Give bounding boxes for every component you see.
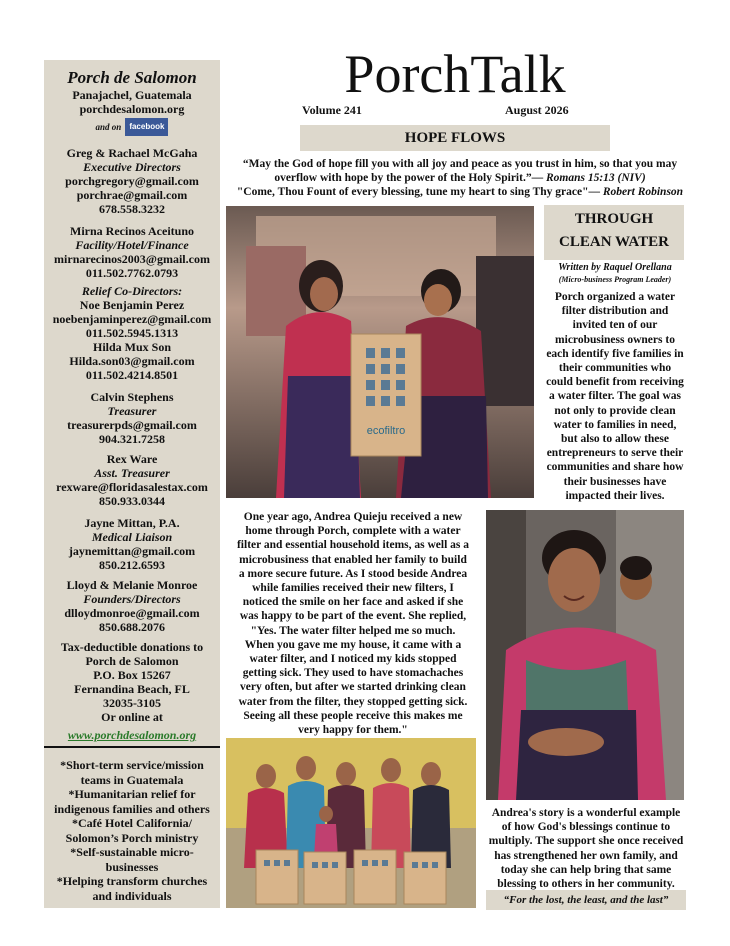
text-line: microbusiness owners to (555, 333, 675, 346)
motto-banner: “For the lost, the least, and the last” (486, 890, 686, 910)
text-line: filter and essential household items, as well as a (236, 539, 470, 552)
contact-role: Executive Directors (83, 160, 181, 174)
contact-email: dlloydmonroe@gmail.com (64, 606, 200, 620)
verse-reference: Romans 15:13 (NIV) (545, 172, 646, 184)
photo-group-filters (226, 738, 476, 908)
verse-line: overflow with hope by the power of the Holy Spirit.”— (274, 172, 546, 184)
text-line: invited ten of our (572, 319, 658, 332)
text-line: getting sick. They used to have stomachaches (242, 667, 464, 680)
contact-email: porchgregory@gmail.com (65, 174, 199, 188)
donation-line: Fernandina Beach, FL (74, 682, 190, 696)
text-line: microbusiness that enabled her family to build (239, 553, 467, 566)
contact-stephens (44, 390, 220, 446)
contact-name: Mirna Recinos Aceituno (70, 224, 194, 238)
contact-phone: 011.502.4214.8501 (85, 368, 179, 382)
text-line: not only to provide clean (554, 404, 676, 417)
photo-andrea-portrait (486, 510, 684, 800)
contact-name: Rex Ware (106, 452, 158, 466)
photo-filter-handover-image (226, 206, 534, 498)
ministry-item: *Café Hotel California/ (72, 816, 192, 830)
and-on-label: and on (95, 121, 122, 132)
ministry-item: indigenous families and others (54, 801, 210, 816)
sidebar (44, 60, 220, 908)
scripture-quotes (222, 157, 698, 199)
contact-email: mirnarecinos2003@gmail.com (54, 252, 210, 266)
org-location: Panajachel, Guatemala (72, 88, 192, 102)
photo-andrea-portrait-image (486, 510, 684, 800)
org-website: porchdesalomon.org (79, 102, 185, 116)
donation-line: 32035-3105 (103, 696, 161, 710)
contact-mittan (44, 516, 220, 572)
text-line: entrepreneurs to serve their (546, 447, 684, 460)
contact-phone: 850.212.6593 (99, 558, 165, 572)
text-line: filter distribution and (561, 305, 669, 318)
text-line: blessing to others in her community. (497, 878, 675, 891)
text-line: a more secure future. As I stood beside Andrea (238, 567, 468, 580)
text-line: "Yes. The water filter helped me so much. (250, 624, 456, 637)
volume-number: Volume 241 (302, 103, 362, 117)
sidebar-divider (44, 746, 220, 748)
org-header (44, 68, 220, 136)
contact-name: Jayne Mittan, P.A. (84, 516, 180, 530)
contact-role: Treasurer (107, 404, 157, 418)
issue-date: August 2026 (505, 103, 569, 117)
ministry-item: *Helping transform churches (56, 874, 208, 888)
article-closing (484, 806, 688, 891)
contact-ware (44, 452, 220, 508)
text-line: very happy for them." (298, 724, 408, 737)
newsletter-title: PorchTalk (344, 44, 566, 104)
text-line: a water filter. The goal was (548, 390, 682, 403)
contact-role: Asst. Treasurer (94, 466, 170, 480)
donation-line: P.O. Box 15267 (93, 668, 171, 682)
text-line: today she can help bring that same (500, 863, 672, 876)
text-line: water from the filter, they stopped getting sick. (238, 695, 468, 708)
text-line: Porch organized a water (554, 291, 676, 303)
contact-name: Noe Benjamin Perez (79, 298, 185, 312)
ministry-item: *Humanitarian relief for (68, 787, 196, 801)
contact-phone: 904.321.7258 (99, 432, 165, 446)
text-line: water filter, and I noticed my kids stopped (249, 653, 457, 666)
contact-role: Founders/Directors (83, 592, 181, 606)
contact-phone: 011.502.7762.0793 (85, 266, 179, 280)
text-line: impacted their lives. (565, 489, 665, 502)
contact-name: Calvin Stephens (90, 390, 174, 404)
text-line: their communities who (558, 362, 672, 375)
text-line: communities and share how (546, 461, 684, 474)
verse-line: “May the God of hope fill you with all joy and peace as you trust in him, so that you may (242, 158, 678, 170)
article-intro (538, 290, 692, 503)
headline-line: THROUGH (574, 211, 654, 227)
byline-author: Written by Raquel Orellana (558, 262, 672, 273)
contact-email: porchrae@gmail.com (76, 188, 188, 202)
text-line: home through Porch, complete with a water (245, 525, 461, 538)
contact-heading: Relief Co-Directors: (81, 284, 183, 298)
text-line: their businesses have (563, 475, 667, 488)
contact-role: Facility/Hotel/Finance (75, 238, 189, 252)
text-line: When you gave me my house, it came with a (244, 638, 462, 651)
photo-filter-handover (226, 206, 534, 498)
text-line: One year ago, Andrea Quieju received a new (243, 511, 463, 523)
byline-role: (Micro-business Program Leader) (558, 275, 672, 284)
org-name: Porch de Salomon (67, 68, 197, 87)
hymn-author: Robert Robinson (602, 186, 684, 198)
contact-phone: 850.933.0344 (99, 494, 165, 508)
contact-name: Greg & Rachael McGaha (66, 146, 198, 160)
text-line: each identify five families in (546, 347, 684, 360)
text-line: very often, but after we started drinking clean (240, 681, 466, 694)
text-line: of how God's blessings continue to (501, 821, 671, 834)
photo-group-filters-image (226, 738, 476, 908)
contact-name: Lloyd & Melanie Monroe (66, 578, 198, 592)
text-line: has strengthened her own family, and (494, 849, 678, 862)
donation-line: Or online at (101, 710, 163, 724)
contact-mcgaha (44, 146, 220, 216)
contact-email: treasurerpds@gmail.com (67, 418, 197, 432)
ministry-item: *Short-term service/mission (60, 758, 204, 772)
text-line: multiply. The support she once received (488, 835, 684, 848)
text-line: Seeing all these people receive this makes me (243, 709, 463, 722)
contact-relief (44, 284, 220, 382)
contact-phone: 011.502.5945.1313 (85, 326, 179, 340)
text-line: noticed the smile on her face and asked if she (242, 596, 464, 609)
contact-email: rexware@floridasalestax.com (56, 480, 208, 494)
contact-email: jaynemittan@gmail.com (68, 544, 196, 558)
headline-line: CLEAN WATER (559, 234, 669, 250)
donation-info (44, 640, 220, 742)
ministry-item: teams in Guatemala (80, 772, 184, 787)
donation-link[interactable]: www.porchdesalomon.org (67, 728, 197, 742)
contact-phone: 850.688.2076 (99, 620, 165, 634)
ministry-item: and individuals (92, 888, 172, 903)
facebook-logo[interactable]: facebook (125, 118, 168, 136)
text-line: water to families in need, (553, 418, 677, 431)
contact-email: noebenjaminperez@gmail.com (52, 312, 212, 326)
contact-phone: 678.558.3232 (99, 202, 165, 216)
section-banner: HOPE FLOWS (300, 125, 610, 151)
ministry-item: *Self-sustainable micro- (70, 845, 194, 859)
ministry-item: Solomon’s Porch ministry (65, 830, 199, 845)
contact-recinos (44, 224, 220, 280)
text-line: while families received their new filters, I (252, 582, 454, 595)
contact-monroe (44, 578, 220, 634)
text-line: was happy to be part of the event. She replied, (239, 610, 467, 623)
article-byline (540, 262, 690, 286)
article-headline (544, 205, 684, 260)
contact-role: Medical Liaison (91, 530, 173, 544)
donation-line: Porch de Salomon (85, 654, 179, 668)
hymn-line: "Come, Thou Fount of every blessing, tune my heart to sing Thy grace"— (236, 186, 603, 198)
contact-name: Hilda Mux Son (92, 340, 172, 354)
ministry-item: businesses (105, 859, 159, 874)
donation-line: Tax-deductible donations to (60, 640, 204, 654)
text-line: but also to allow these (561, 433, 669, 446)
box-brand-label: ecofiltro (366, 425, 406, 437)
contact-email: Hilda.son03@gmail.com (69, 354, 195, 368)
article-story (228, 510, 478, 737)
ministry-list (44, 758, 220, 903)
text-line: Andrea's story is a wonderful example (491, 807, 681, 819)
text-line: could benefit from receiving (546, 376, 684, 389)
